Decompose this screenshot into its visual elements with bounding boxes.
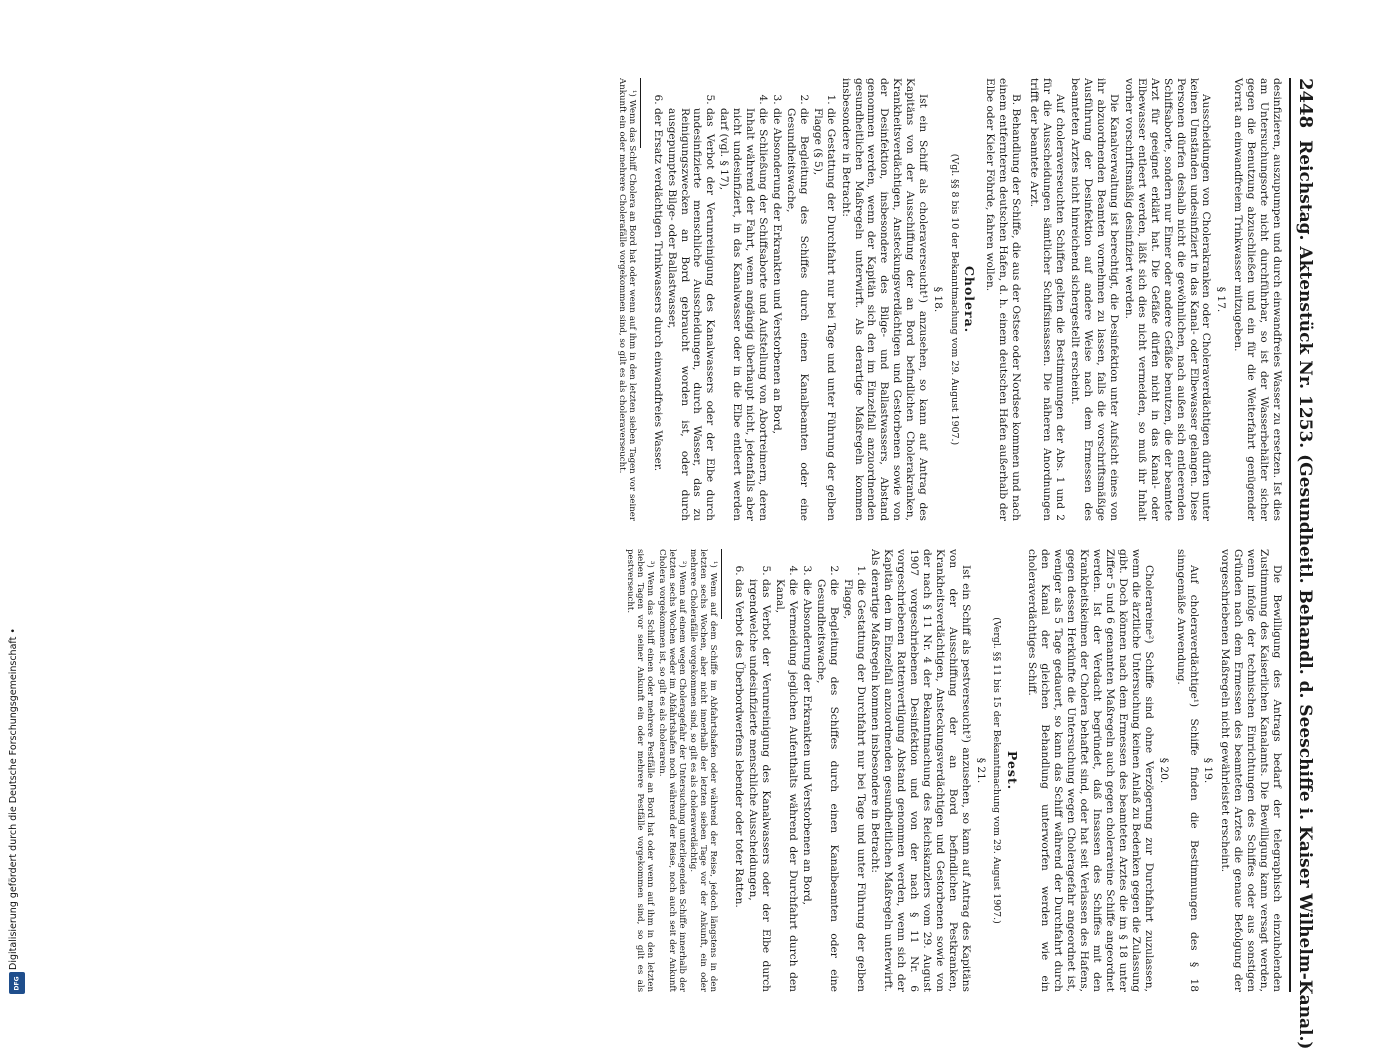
list-item: 4. die Schließung der Schiffsaborte und Aufstellung von Abortreimern, deren Inhalt während der Fahrt, wenn angängig überhaupt nicht, jedenfalls aber nicht undesinfiziert, in das Kanalwasser oder in die Elbe entleert werden darf (vgl. § 17), <box>717 108 769 521</box>
list-item: 6. der Ersatz verdächtigen Trinkwassers durch einwandfreies Wasser. <box>651 108 664 521</box>
list-item: 3. die Absonderung der Erkrankten und Verstorbenen an Bord, <box>800 579 813 992</box>
pest-heading: Pest. <box>1004 750 1020 791</box>
footnote: ¹) Wenn das Schiff Cholera an Bord hat oder wenn auf ihm in den letzten sieben Tagen vor seiner Ankunft ein oder mehrere Cholerafälle vorgekommen sind, so gilt es als choleraverseucht. <box>616 78 637 521</box>
section-18-list <box>651 78 837 521</box>
left-intro-paragraph: desinfizieren, auszupumpen und durch einwandfreies Wasser zu ersetzen. Ist dies am Untersuchungsorte nicht durchführbar, so ist der Wasserbehälter sicher gegen die Benutzung abzuschließen und ein für die Weiterfahrt genügender Vorrat an einwandfreiem Trinkwasser mitzugeben. <box>1232 78 1284 521</box>
list-item: 4. die Vermeidung jeglichen Aufenthalts während der Durchfahrt durch den Kanal, <box>773 579 799 992</box>
list-item: 5. das Verbot der Verunreinigung des Kanalwassers oder der Elbe durch undesinfizierte menschliche Ausscheidungen, durch Wasser, das zu Reinigungszwecken an Bord gebraucht worden ist, oder durch ausgepumptes Bilge- oder Ballastwasser, <box>665 108 717 521</box>
section-20-paragraph: Cholerareine²) Schiffe sind ohne Verzögerung zur Durchfahrt zuzulassen, wenn die ärztliche Untersuchung keinen Anlaß zu Bedenken gegen die Zulassung gibt. Doch können nach dem Ermessen des beamteten Arztes die im § 18 unter Ziffer 5 und 6 genannten Maßregeln auch gegen cholerareine Schiffe angeordnet werden. Ist der Verdacht begründet, daß Insassen des Schiffes mit den Krankheitskeimen der Cholera behaftet sind, oder hat seit Verlassen des Hafens, gegen dessen Herkünfte die Untersuchung wegen Choleragefahr angeordnet ist, weniger als 5 Tage gedauert, so kann das Schiff während der Durchfahrt durch den Kanal der gleichen Behandlung unterworfen werden wie ein choleraverdächtiges Schiff. <box>1026 549 1155 992</box>
list-item: 1. die Gestattung der Durchfahrt nur bei Tage und unter Führung der gelben Flagge (§ 5), <box>811 108 837 521</box>
list-item: 2. die Begleitung des Schiffes durch einen Kanalbeamten oder eine Gesundheitswache, <box>784 108 810 521</box>
page-number: 2448 <box>1295 78 1316 129</box>
section-19-paragraph: Auf choleraverdächtige¹) Schiffe finden die Bestimmungen des § 18 sinngemäße Anwendung. <box>1174 549 1200 992</box>
dfg-logo-text: DFG <box>13 975 21 991</box>
list-item: 6. das Verbot des Überbordwerfens lebender oder toter Ratten. <box>732 579 745 992</box>
running-header <box>1289 78 1316 1049</box>
section-18-heading: § 18. <box>932 286 945 313</box>
cholera-reference: (Vgl. §§ 8 bis 10 der Bekanntmachung vom 29. August 1907.) <box>948 153 960 446</box>
pest-reference: (Vergl. §§ 11 bis 15 der Bekanntmachung vom 29. August 1907.) <box>991 617 1003 924</box>
left-column <box>615 78 1283 521</box>
section-17-paragraph: Die Kanalverwaltung ist berechtigt, die Desinfektion unter Aufsicht eines von ihr abzuordnenden Beamten vornehmen zu lassen, falls die vorschriftsmäßige Ausführung der Desinfektion auf andere Weise nach dem Ermessen des beamteten Arztes nicht hinreichend sichergestellt erscheint. <box>1069 78 1120 521</box>
footnote: ²) Wenn auf einem wegen Choleragefahr der Untersuchung unterliegenden Schiffe innerhalb der letzten sechs Wochen weder im Abfahrtshafen noch während der Reise, noch auch seit der Ankunft Cholera vorgekommen ist, so gilt es als cholerarein. <box>656 549 687 992</box>
list-item: 2. die Begleitung des Schiffes durch einen Kanalbeamten oder eine Gesundheitswache, <box>814 579 840 992</box>
right-intro-paragraph: Die Bewilligung des Antrags bedarf der telegraphisch einzuholenden Zustimmung des Kaiserlichen Kanalamts. Die Bewilligung kann versagt werden, wenn infolge der technischen Einrichtungen des Schiffes oder aus sonstigen Gründen nach dem Ermessen des beamteten Arztes die genaue Befolgung der vorgeschriebenen Maßregeln nicht gewährleistet erscheint. <box>1219 549 1284 992</box>
section-21-heading: § 21. <box>974 757 987 784</box>
section-19-heading: § 19. <box>1202 757 1215 784</box>
dfg-logo <box>9 972 25 994</box>
section-21-paragraph: Ist ein Schiff als pestverseucht³) anzusehen, so kann auf Antrag des Kapitäns von der Ausschiffung der an Bord befindlichen Pestkranken, Krankheitsverdächtigen, Ansteckungsverdächtigen und Gestorbenen sowie von der nach § 11 Nr. 4 der Bekanntmachung des Reichskanzlers vom 29. August 1907 vorgeschriebenen Desinfektion und von der nach § 11 Nr. 6 vorgeschriebenen Rattenvertilgung Abstand genommen werden, wenn sich der Kapitän den im Einzelfall anzuordnenden gesundheitlichen Maßregeln unterwirft. Als derartige Maßregeln kommen insbesondere in Betracht: <box>869 549 972 992</box>
footnote-divider <box>721 549 722 619</box>
section-18-paragraph: Ist ein Schiff als choleraverseucht¹) anzusehen, so kann auf Antrag des Kapitäns von der Ausschiffung der an Bord befindlichen Cholerakranken, Krankheitsverdächtigen, Ansteckungsverdächtigen und Gestorbenen sowie von der Desinfektion, insbesondere des Bilge- und Ballastwassers, Abstand genommen werden, wenn der Kapitän sich den im Einzelfall anzuordnenden gesundheitlichen Maßregeln unterwirft. Als derartige Maßregeln kommen insbesondere in Betracht: <box>839 78 930 521</box>
digitization-credit <box>8 600 26 996</box>
list-item: 3. die Absonderung der Erkrankten und Verstorbenen an Bord, <box>770 108 783 521</box>
section-17-paragraph: Ausscheidungen von Cholerakranken oder Choleraverdächtigen dürfen unter keinen Umständen undesinfiziert in das Kanal- oder Elbewasser gelangen. Diese Personen dürfen deshalb nicht die gewöhnlichen, nach außen sich entleerenden Schiffsaborte, sondern nur Eimer oder andere Gefäße benutzen, die der beamtete Arzt für geeignet erklärt hat. Die Gefäße dürfen nicht in das Kanal- oder Elbewasser entleert werden, läßt sich dies nicht vermeiden, so muß ihr Inhalt vorher vorschriftsmäßig desinfiziert werden. <box>1122 78 1213 521</box>
section-17-heading: § 17. <box>1215 286 1228 313</box>
right-column <box>615 549 1283 992</box>
section-21-list <box>732 549 866 992</box>
list-item: 1. die Gestattung der Durchfahrt nur bei Tage und unter Führung der gelben Flagge, <box>841 579 867 992</box>
cholera-heading: Cholera. <box>961 265 977 334</box>
list-item: 5. das Verbot der Verunreinigung des Kanalwassers oder der Elbe durch irgendwelche undesinfizierte menschliche Ausscheidungen, <box>746 579 772 992</box>
credit-text: Digitalisierung gefördert durch die Deutsche Forschungsgemeinschaft • <box>8 628 19 970</box>
part-b-heading: B. Behandlung der Schiffe, die aus der Ostsee oder Nordsee kommen und nach einem entfernteren deutschen Hafen, d. h. einem deutschen Hafen außerhalb der Elbe oder Kieler Föhrde, fahren wollen. <box>983 78 1022 521</box>
footnote-divider <box>640 78 641 148</box>
footnote: ³) Wenn das Schiff einen oder mehrere Pestfälle an Bord hat oder wenn auf ihm in den letzten sieben Tagen vor seiner Ankunft ein oder mehrere Pestfälle vorgekommen sind, so gilt es als pestverseucht. <box>625 549 656 992</box>
document-page <box>70 70 1320 1049</box>
section-20-heading: § 20. <box>1157 757 1170 784</box>
footnote: ¹) Wenn auf dem Schiffe im Abfahrtshafen oder während der Reise, jedoch längstens in den letzten sechs Wochen, aber nicht innerhalb der letzten sieben Tage vor der Ankunft, ein oder mehrere Cholerafälle vorgekommen sind, so gilt es als choleraverdächtig. <box>688 549 719 992</box>
section-17-paragraph: Auf choleraverseuchten Schiffen gelten die Bestimmungen der Abs. 1 und 2 für die Ausscheidungen sämtlicher Schiffsinsassen. Die näheren Anordnungen trifft der beamtete Arzt. <box>1028 78 1067 521</box>
page-title: Reichstag. Aktenstück Nr. 1253. (Gesundheitl. Behandl. d. Seeschiffe i. Kaiser Wilhelm-Kanal.) <box>1295 140 1315 1049</box>
